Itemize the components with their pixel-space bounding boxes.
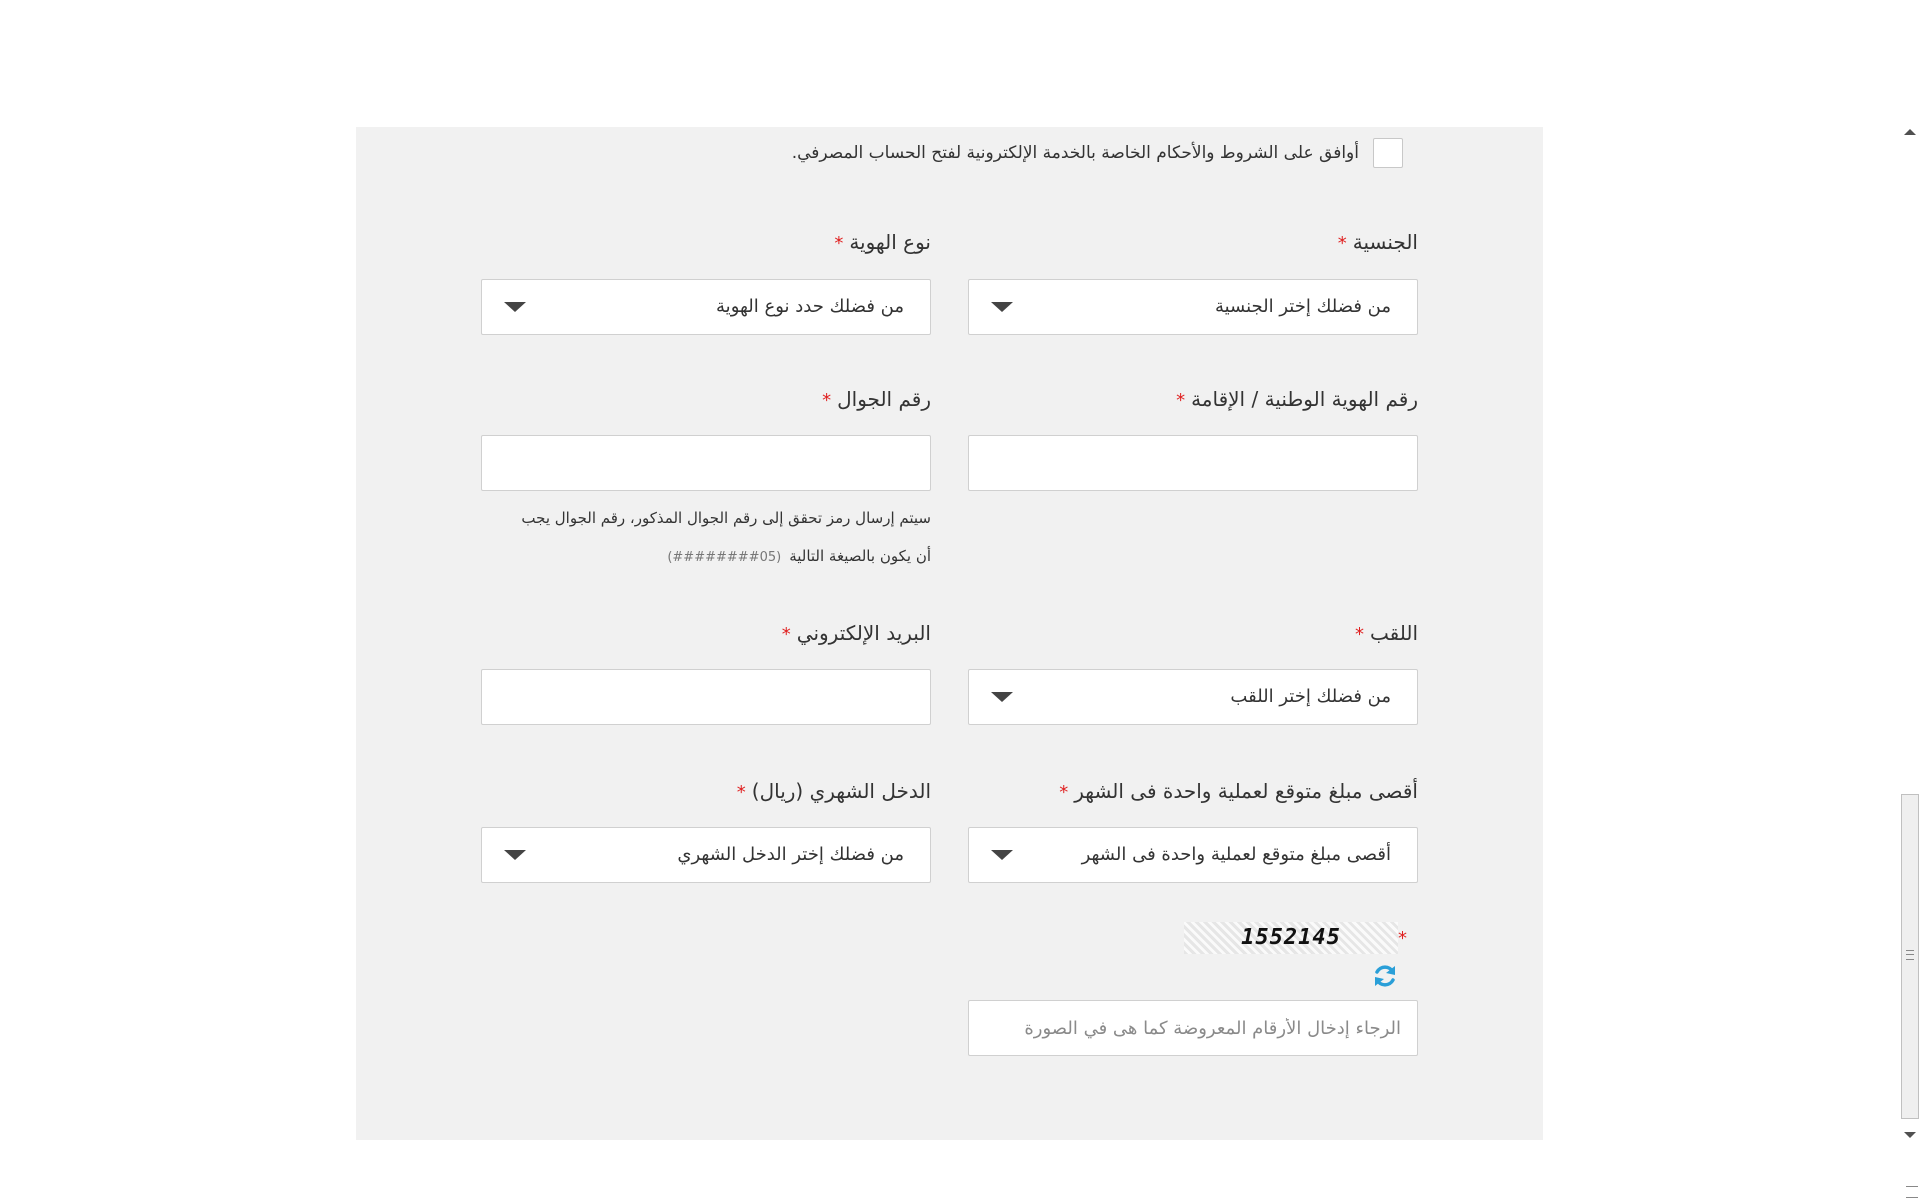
chevron-down-icon (504, 302, 526, 312)
monthly-income-select-value: من فضلك إختر الدخل الشهري (677, 844, 904, 865)
max-transaction-select-value: أقصى مبلغ متوقع لعملية واحدة فى الشهر (1081, 844, 1391, 865)
grip-icon (1906, 950, 1914, 960)
required-marker: * (1398, 927, 1407, 949)
required-marker: * (1337, 233, 1347, 254)
national-id-field (968, 384, 1418, 414)
scroll-up-arrow-icon[interactable] (1904, 129, 1916, 135)
monthly-income-select[interactable] (481, 827, 931, 883)
nationality-field (968, 227, 1418, 317)
mobile-hint-line1: سيتم إرسال رمز تحقق إلى رقم الجوال المذكور، رقم الجوال يجب (521, 509, 931, 527)
nationality-label: الجنسية* (1337, 230, 1418, 254)
refresh-icon[interactable] (1371, 962, 1399, 990)
mobile-field (481, 384, 931, 574)
captcha-row (1181, 922, 1417, 954)
email-label: البريد الإلكتروني* (781, 621, 931, 645)
chevron-down-icon (991, 692, 1013, 702)
scroll-track[interactable] (1900, 139, 1920, 1128)
max-transaction-select[interactable] (968, 827, 1418, 883)
resize-grip-icon[interactable] (1906, 1186, 1918, 1198)
id-type-label: نوع الهوية* (834, 230, 931, 254)
title-field (968, 618, 1418, 707)
scroll-thumb[interactable] (1901, 794, 1919, 1119)
id-type-select[interactable] (481, 279, 931, 335)
mobile-hint-format: (05########) (667, 550, 782, 565)
scroll-down-arrow-icon[interactable] (1904, 1132, 1916, 1138)
title-select[interactable] (968, 669, 1418, 725)
chevron-down-icon (991, 850, 1013, 860)
terms-label: أوافق على الشروط والأحكام الخاصة بالخدمة الإلكترونية لفتح الحساب المصرفي. (791, 143, 1359, 163)
id-type-field (481, 227, 931, 317)
max-transaction-field (968, 776, 1418, 865)
national-id-label: رقم الهوية الوطنية / الإقامة* (1176, 387, 1418, 411)
mobile-input[interactable] (481, 435, 931, 491)
required-marker: * (1059, 782, 1069, 803)
required-marker: * (834, 233, 844, 254)
max-transaction-label: أقصى مبلغ متوقع لعملية واحدة فى الشهر* (1059, 779, 1418, 803)
monthly-income-field (481, 776, 931, 865)
required-marker: * (736, 782, 746, 803)
title-label: اللقب* (1354, 621, 1418, 645)
captcha-input[interactable] (968, 1000, 1418, 1056)
terms-row (792, 138, 1403, 168)
scrollbar[interactable] (1900, 127, 1920, 1140)
chevron-down-icon (991, 302, 1013, 312)
national-id-input[interactable] (968, 435, 1418, 491)
captcha-image: 1552145 (1184, 922, 1398, 954)
title-select-value: من فضلك إختر اللقب (1230, 686, 1391, 707)
id-type-select-value: من فضلك حدد نوع الهوية (716, 296, 904, 317)
terms-checkbox[interactable] (1373, 138, 1403, 168)
mobile-label: رقم الجوال* (822, 387, 931, 411)
email-input[interactable] (481, 669, 931, 725)
required-marker: * (1354, 624, 1364, 645)
chevron-down-icon (504, 850, 526, 860)
required-marker: * (822, 390, 832, 411)
required-marker: * (1176, 390, 1186, 411)
nationality-select[interactable] (968, 279, 1418, 335)
required-marker: * (781, 624, 791, 645)
email-field (481, 618, 931, 648)
mobile-hint (481, 499, 931, 577)
mobile-hint-line2: أن يكون بالصيغة التالية(05########) (667, 547, 931, 565)
monthly-income-label: الدخل الشهري (ريال)* (736, 779, 931, 803)
nationality-select-value: من فضلك إختر الجنسية (1214, 296, 1391, 317)
